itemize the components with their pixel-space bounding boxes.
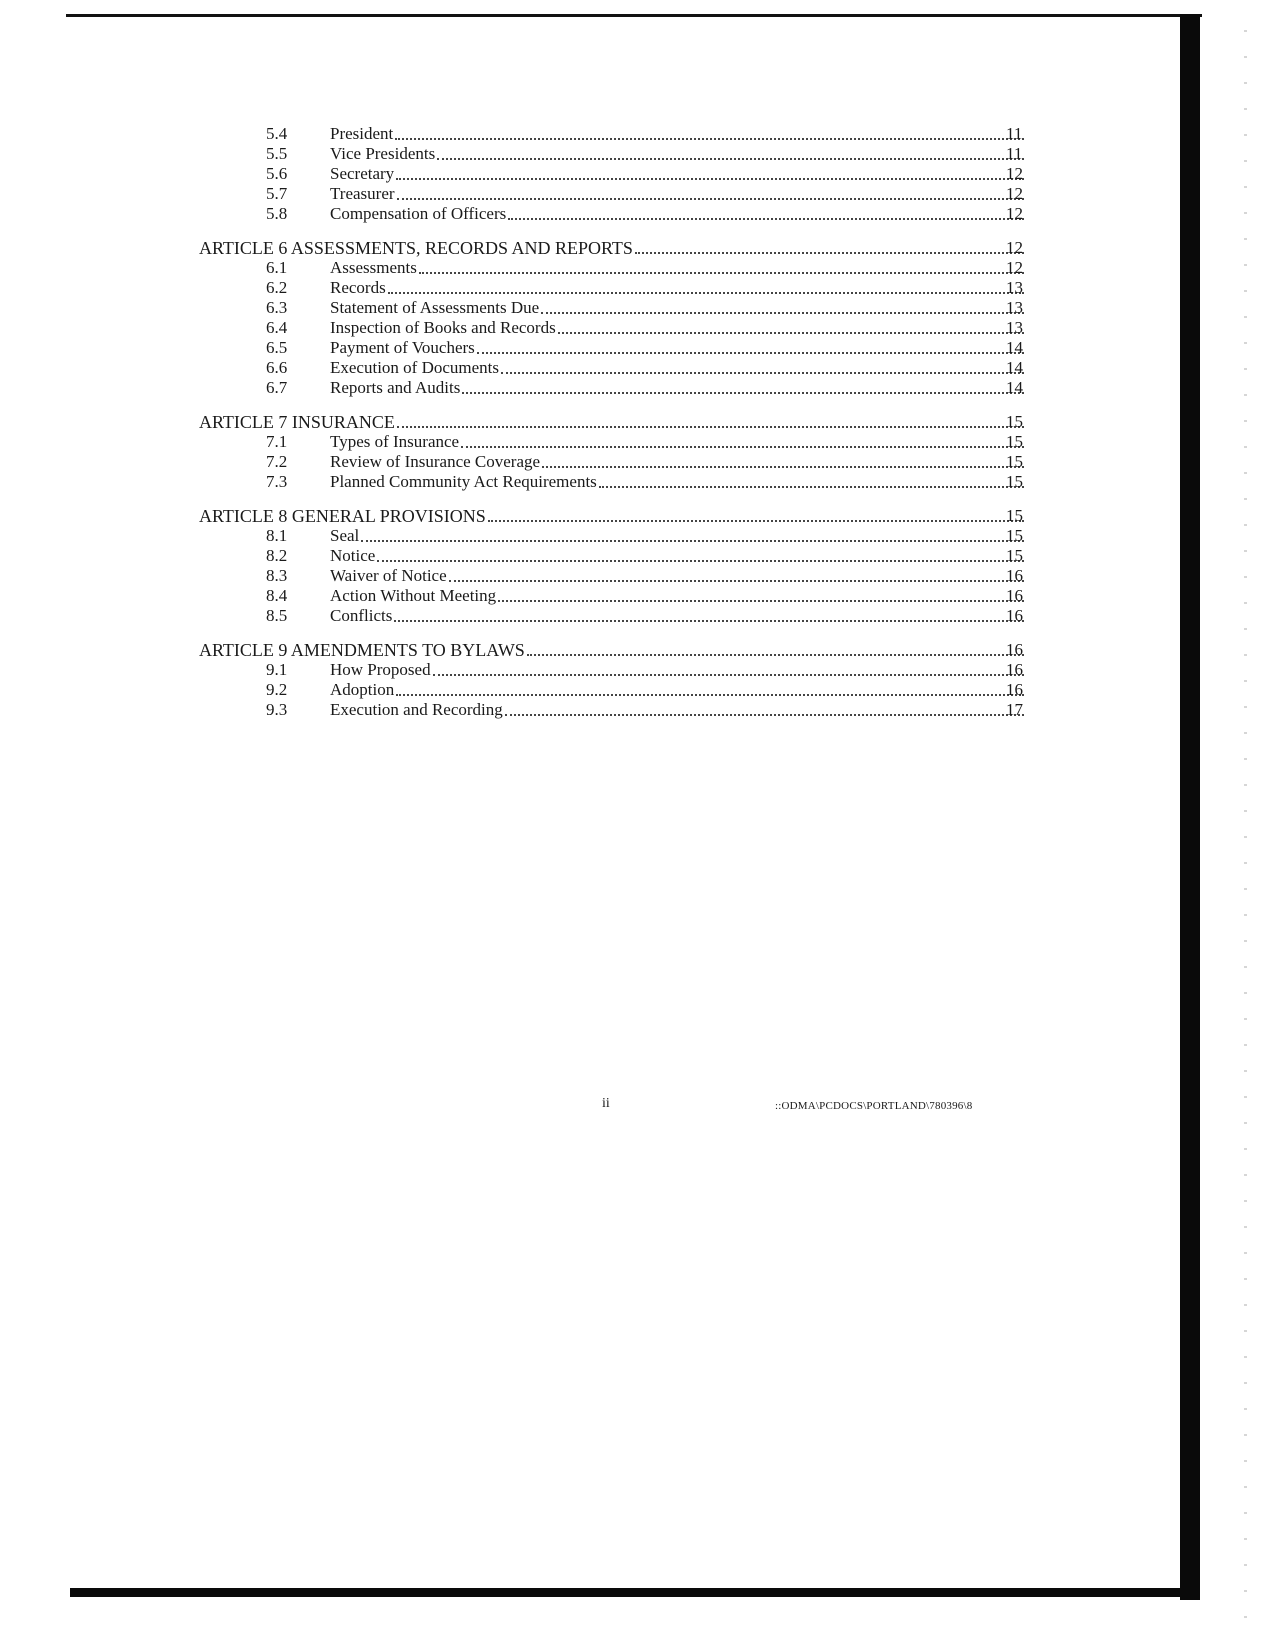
toc-page-number: 16 bbox=[1006, 680, 1023, 699]
toc-entry-number: 9.2 bbox=[266, 680, 288, 699]
dot-leader bbox=[397, 197, 1024, 200]
toc-section bbox=[0, 124, 1276, 224]
toc-entry-row bbox=[0, 452, 1276, 472]
toc-title-container bbox=[330, 660, 1026, 680]
toc-entry-number: 9.1 bbox=[266, 660, 288, 679]
toc-title-container bbox=[330, 164, 1026, 184]
toc-entry-row bbox=[0, 318, 1276, 338]
toc-entry-number: 6.1 bbox=[266, 258, 288, 277]
toc-entry-number: 8.4 bbox=[266, 586, 288, 605]
toc-page-number: 16 bbox=[1006, 640, 1023, 659]
dot-leader bbox=[477, 351, 1024, 354]
dot-leader bbox=[505, 713, 1024, 716]
toc-article-title: ARTICLE 9 AMENDMENTS TO BYLAWS bbox=[199, 640, 525, 660]
toc-title-container bbox=[330, 566, 1026, 586]
toc-entry-row bbox=[0, 660, 1276, 680]
toc-entry-number: 6.4 bbox=[266, 318, 288, 337]
toc-entry-number: 8.3 bbox=[266, 566, 288, 585]
dot-leader bbox=[542, 465, 1024, 468]
toc-entry-row bbox=[0, 164, 1276, 184]
toc-entry-row bbox=[0, 526, 1276, 546]
dot-leader bbox=[501, 371, 1024, 374]
table-of-contents bbox=[0, 124, 1276, 734]
toc-title-container bbox=[330, 124, 1026, 144]
footer-document-id: ::ODMA\PCDOCS\PORTLAND\780396\8 bbox=[775, 1100, 973, 1112]
toc-entry-title: Seal bbox=[330, 526, 360, 545]
toc-entry-title: Planned Community Act Requirements bbox=[330, 472, 597, 491]
toc-section bbox=[0, 506, 1276, 626]
toc-page-number: 12 bbox=[1006, 258, 1023, 277]
toc-entry-number: 5.6 bbox=[266, 164, 288, 183]
toc-entry-title: Treasurer bbox=[330, 184, 395, 203]
toc-entry-number: 8.2 bbox=[266, 546, 288, 565]
dot-leader bbox=[449, 579, 1024, 582]
toc-entry-title: Statement of Assessments Due bbox=[330, 298, 540, 317]
toc-entry-title: Types of Insurance bbox=[330, 432, 460, 451]
toc-entry-row bbox=[0, 472, 1276, 492]
toc-page-number: 15 bbox=[1006, 506, 1023, 525]
toc-entry-row bbox=[0, 378, 1276, 398]
toc-entry-number: 6.5 bbox=[266, 338, 288, 357]
toc-title-container bbox=[330, 472, 1026, 492]
toc-title-container bbox=[330, 432, 1026, 452]
toc-title-container bbox=[330, 318, 1026, 338]
toc-entry-number: 7.3 bbox=[266, 472, 288, 491]
toc-article-row bbox=[0, 238, 1276, 258]
toc-section bbox=[0, 640, 1276, 720]
toc-entry-row bbox=[0, 258, 1276, 278]
toc-title-container bbox=[330, 184, 1026, 204]
dot-leader bbox=[361, 539, 1024, 542]
toc-entry-row bbox=[0, 586, 1276, 606]
toc-entry-row bbox=[0, 700, 1276, 720]
toc-title-container bbox=[330, 338, 1026, 358]
toc-entry-title: Inspection of Books and Records bbox=[330, 318, 556, 337]
toc-page-number: 12 bbox=[1006, 238, 1023, 257]
toc-entry-row bbox=[0, 204, 1276, 224]
dot-leader bbox=[527, 653, 1024, 656]
toc-entry-row bbox=[0, 606, 1276, 626]
toc-entry-title: How Proposed bbox=[330, 660, 431, 679]
toc-entry-title: Payment of Vouchers bbox=[330, 338, 475, 357]
toc-article-row bbox=[0, 412, 1276, 432]
dot-leader bbox=[395, 137, 1024, 140]
dot-leader bbox=[377, 559, 1024, 562]
toc-page-number: 16 bbox=[1006, 586, 1023, 605]
toc-entry-title: Notice bbox=[330, 546, 376, 565]
dot-leader bbox=[396, 177, 1024, 180]
toc-page-number: 13 bbox=[1006, 278, 1023, 297]
toc-title-container bbox=[330, 298, 1026, 318]
toc-article-title: ARTICLE 8 GENERAL PROVISIONS bbox=[199, 506, 486, 526]
toc-page-number: 15 bbox=[1006, 432, 1023, 451]
toc-page-number: 15 bbox=[1006, 452, 1023, 471]
toc-title-container bbox=[330, 700, 1026, 720]
dot-leader bbox=[498, 599, 1024, 602]
toc-entry-title: Conflicts bbox=[330, 606, 393, 625]
toc-entry-number: 7.1 bbox=[266, 432, 288, 451]
toc-title-container bbox=[199, 412, 1026, 432]
toc-entry-title: Adoption bbox=[330, 680, 395, 699]
toc-entry-row bbox=[0, 338, 1276, 358]
toc-title-container bbox=[330, 378, 1026, 398]
toc-title-container bbox=[330, 278, 1026, 298]
toc-article-title: ARTICLE 6 ASSESSMENTS, RECORDS AND REPORTS bbox=[199, 238, 633, 258]
toc-entry-title: Waiver of Notice bbox=[330, 566, 447, 585]
toc-title-container bbox=[330, 680, 1026, 700]
dot-leader bbox=[461, 445, 1024, 448]
toc-title-container bbox=[199, 238, 1026, 258]
toc-entry-row bbox=[0, 566, 1276, 586]
toc-entry-number: 5.8 bbox=[266, 204, 288, 223]
toc-page-number: 14 bbox=[1006, 378, 1023, 397]
toc-entry-title: Action Without Meeting bbox=[330, 586, 497, 605]
toc-page-number: 11 bbox=[1006, 124, 1023, 143]
toc-entry-title: Vice Presidents bbox=[330, 144, 436, 163]
toc-entry-row bbox=[0, 546, 1276, 566]
toc-entry-title: Execution of Documents bbox=[330, 358, 500, 377]
toc-page-number: 14 bbox=[1006, 358, 1023, 377]
toc-entry-number: 6.6 bbox=[266, 358, 288, 377]
toc-entry-title: Review of Insurance Coverage bbox=[330, 452, 541, 471]
toc-entry-number: 5.4 bbox=[266, 124, 288, 143]
toc-entry-title: Secretary bbox=[330, 164, 395, 183]
toc-entry-number: 8.1 bbox=[266, 526, 288, 545]
toc-title-container bbox=[330, 144, 1026, 164]
toc-page-number: 12 bbox=[1006, 204, 1023, 223]
dot-leader bbox=[488, 519, 1024, 522]
toc-page-number: 15 bbox=[1006, 526, 1023, 545]
toc-page-number: 16 bbox=[1006, 606, 1023, 625]
scan-border-bottom bbox=[70, 1588, 1180, 1597]
toc-page-number: 11 bbox=[1006, 144, 1023, 163]
toc-entry-row bbox=[0, 680, 1276, 700]
toc-title-container bbox=[330, 258, 1026, 278]
toc-entry-number: 6.2 bbox=[266, 278, 288, 297]
dot-leader bbox=[396, 693, 1024, 696]
dot-leader bbox=[394, 619, 1024, 622]
toc-page-number: 13 bbox=[1006, 318, 1023, 337]
dot-leader bbox=[419, 271, 1024, 274]
toc-entry-number: 7.2 bbox=[266, 452, 288, 471]
toc-page-number: 16 bbox=[1006, 566, 1023, 585]
toc-title-container bbox=[330, 546, 1026, 566]
toc-entry-row bbox=[0, 144, 1276, 164]
toc-entry-row bbox=[0, 358, 1276, 378]
toc-entry-row bbox=[0, 124, 1276, 144]
dot-leader bbox=[433, 673, 1024, 676]
toc-entry-title: Reports and Audits bbox=[330, 378, 461, 397]
toc-section bbox=[0, 412, 1276, 492]
dot-leader bbox=[635, 251, 1024, 254]
dot-leader bbox=[437, 157, 1024, 160]
toc-entry-number: 5.5 bbox=[266, 144, 288, 163]
footer-page-number: ii bbox=[602, 1096, 610, 1111]
toc-title-container bbox=[330, 452, 1026, 472]
toc-page-number: 15 bbox=[1006, 412, 1023, 431]
toc-entry-title: Records bbox=[330, 278, 386, 297]
toc-page-number: 12 bbox=[1006, 184, 1023, 203]
toc-entry-row bbox=[0, 432, 1276, 452]
toc-entry-row bbox=[0, 278, 1276, 298]
toc-page-number: 14 bbox=[1006, 338, 1023, 357]
toc-entry-title: Assessments bbox=[330, 258, 417, 277]
toc-title-container bbox=[330, 358, 1026, 378]
toc-entry-title: President bbox=[330, 124, 394, 143]
dot-leader bbox=[397, 425, 1024, 428]
dot-leader bbox=[541, 311, 1024, 314]
toc-article-title: ARTICLE 7 INSURANCE bbox=[199, 412, 395, 432]
toc-entry-number: 6.7 bbox=[266, 378, 288, 397]
dot-leader bbox=[388, 291, 1024, 294]
dot-leader bbox=[558, 331, 1024, 334]
toc-title-container bbox=[199, 640, 1026, 660]
dot-leader bbox=[508, 217, 1024, 220]
toc-page-number: 17 bbox=[1006, 700, 1023, 719]
toc-title-container bbox=[330, 204, 1026, 224]
toc-page-number: 13 bbox=[1006, 298, 1023, 317]
scan-border-top bbox=[66, 14, 1202, 17]
toc-entry-number: 5.7 bbox=[266, 184, 288, 203]
toc-entry-number: 9.3 bbox=[266, 700, 288, 719]
toc-article-row bbox=[0, 640, 1276, 660]
toc-page-number: 16 bbox=[1006, 660, 1023, 679]
toc-title-container bbox=[330, 606, 1026, 626]
toc-page-number: 12 bbox=[1006, 164, 1023, 183]
dot-leader bbox=[599, 485, 1024, 488]
toc-page-number: 15 bbox=[1006, 472, 1023, 491]
toc-article-row bbox=[0, 506, 1276, 526]
toc-page-number: 15 bbox=[1006, 546, 1023, 565]
toc-title-container bbox=[330, 526, 1026, 546]
dot-leader bbox=[462, 391, 1024, 394]
toc-section bbox=[0, 238, 1276, 398]
toc-entry-row bbox=[0, 298, 1276, 318]
toc-entry-number: 6.3 bbox=[266, 298, 288, 317]
toc-entry-row bbox=[0, 184, 1276, 204]
toc-title-container bbox=[199, 506, 1026, 526]
toc-title-container bbox=[330, 586, 1026, 606]
toc-entry-title: Compensation of Officers bbox=[330, 204, 507, 223]
toc-entry-title: Execution and Recording bbox=[330, 700, 503, 719]
toc-entry-number: 8.5 bbox=[266, 606, 288, 625]
